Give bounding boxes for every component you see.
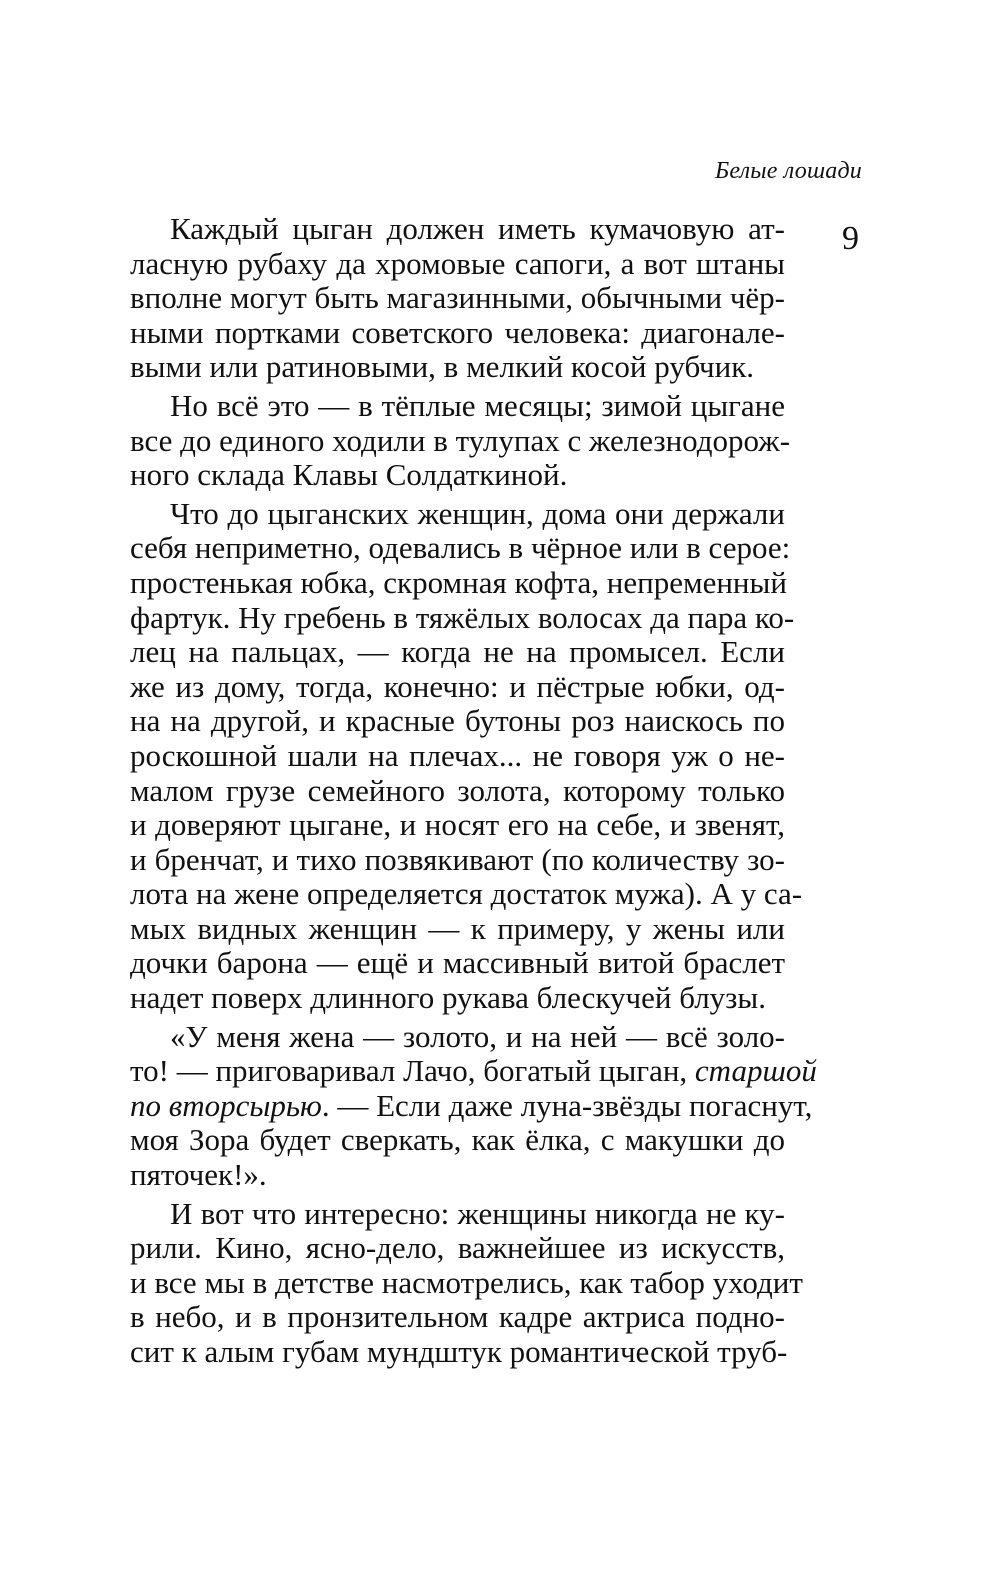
text-line: себя неприметно, одевались в чёрное или в серое: xyxy=(130,530,791,566)
text-line: Но всё это — в тёплые месяцы; зимой цыгане xyxy=(170,387,785,423)
text-line: в небо, и в пронзительном кадре актриса подно- xyxy=(130,1299,785,1335)
body-text xyxy=(130,211,817,1370)
text-line: малом грузе семейного золота, которому только xyxy=(130,772,785,808)
text-line: лец на пальцах, — когда не на промысел. Если xyxy=(130,634,785,670)
text-line: Каждый цыган должен иметь кумачовую ат- xyxy=(170,211,785,246)
text-line: фартук. Ну гребень в тяжёлых волосах да пара ко- xyxy=(130,599,795,635)
text-line: «У меня жена — золото, и на ней — всё золо- xyxy=(170,1018,785,1054)
text-line: лота на жене определяется достаток мужа). А у са- xyxy=(130,876,803,912)
text-line: ного склада Клавы Солдаткиной. xyxy=(130,457,568,493)
text-line: все до единого ходили в тулупах с железнодорож- xyxy=(130,422,791,458)
running-title: Белые лошади xyxy=(715,158,862,184)
text-line: Что до цыганских женщин, дома они держали xyxy=(170,495,785,531)
text-line: ными портками советского человека: диагонале- xyxy=(130,314,785,350)
text-line xyxy=(130,1087,813,1124)
text-line: вполне могут быть магазинными, обычными чёр- xyxy=(130,280,785,316)
text-line: надет поверх длинного рукава блескучей блузы. xyxy=(130,980,766,1016)
paragraph-1 xyxy=(130,212,785,385)
text-line: мых видных женщин — к примеру, у жены или xyxy=(130,910,785,946)
text-line: и бренчат, и тихо позвякивают (по количеству зо- xyxy=(130,841,785,877)
text-line: рили. Кино, ясно-дело, важнейшее из искусств, xyxy=(130,1230,785,1266)
text-line: и доверяют цыгане, и носят его на себе, и звенят, xyxy=(130,807,785,843)
text-run: . — Если даже луна-звёзды погаснут, xyxy=(321,1087,813,1123)
text-line: и все мы в детстве насмотрелись, как табор уходит xyxy=(130,1264,803,1300)
italic-text: старшой xyxy=(694,1053,817,1089)
text-line: же из дому, тогда, конечно: и пёстрые юбки, од- xyxy=(130,668,785,704)
italic-text: по вторсырью xyxy=(130,1087,322,1123)
text-line: выми или ратиновыми, в мелкий косой рубчик. xyxy=(130,349,755,385)
paragraph-3 xyxy=(130,495,803,1016)
text-line: ласную рубаху да хромовые сапоги, а вот штаны xyxy=(130,245,785,281)
text-line: И вот что интересно: женщины никогда не ку- xyxy=(170,1195,785,1231)
text-line: сит к алым губам мундштук романтической труб- xyxy=(130,1334,788,1369)
page-number: 9 xyxy=(842,220,859,257)
paragraph-2 xyxy=(130,387,791,493)
text-line: простенькая юбка, скромная кофта, непременный xyxy=(130,564,787,600)
text-run: то! — приговаривал Лачо, богатый цыган, xyxy=(130,1053,695,1089)
paragraph-5 xyxy=(130,1195,803,1370)
paragraph-4-quote xyxy=(130,1018,817,1193)
text-line: дочки барона — ещё и массивный витой браслет xyxy=(130,945,785,981)
text-line: пяточек!». xyxy=(130,1157,267,1193)
text-line: на на другой, и красные бутоны роз наискось по xyxy=(130,703,785,739)
text-line: моя Зора будет сверкать, как ёлка, с макушки до xyxy=(130,1122,785,1158)
text-line xyxy=(130,1053,817,1089)
text-line: роскошной шали на плечах... не говоря уж о не- xyxy=(130,737,785,773)
